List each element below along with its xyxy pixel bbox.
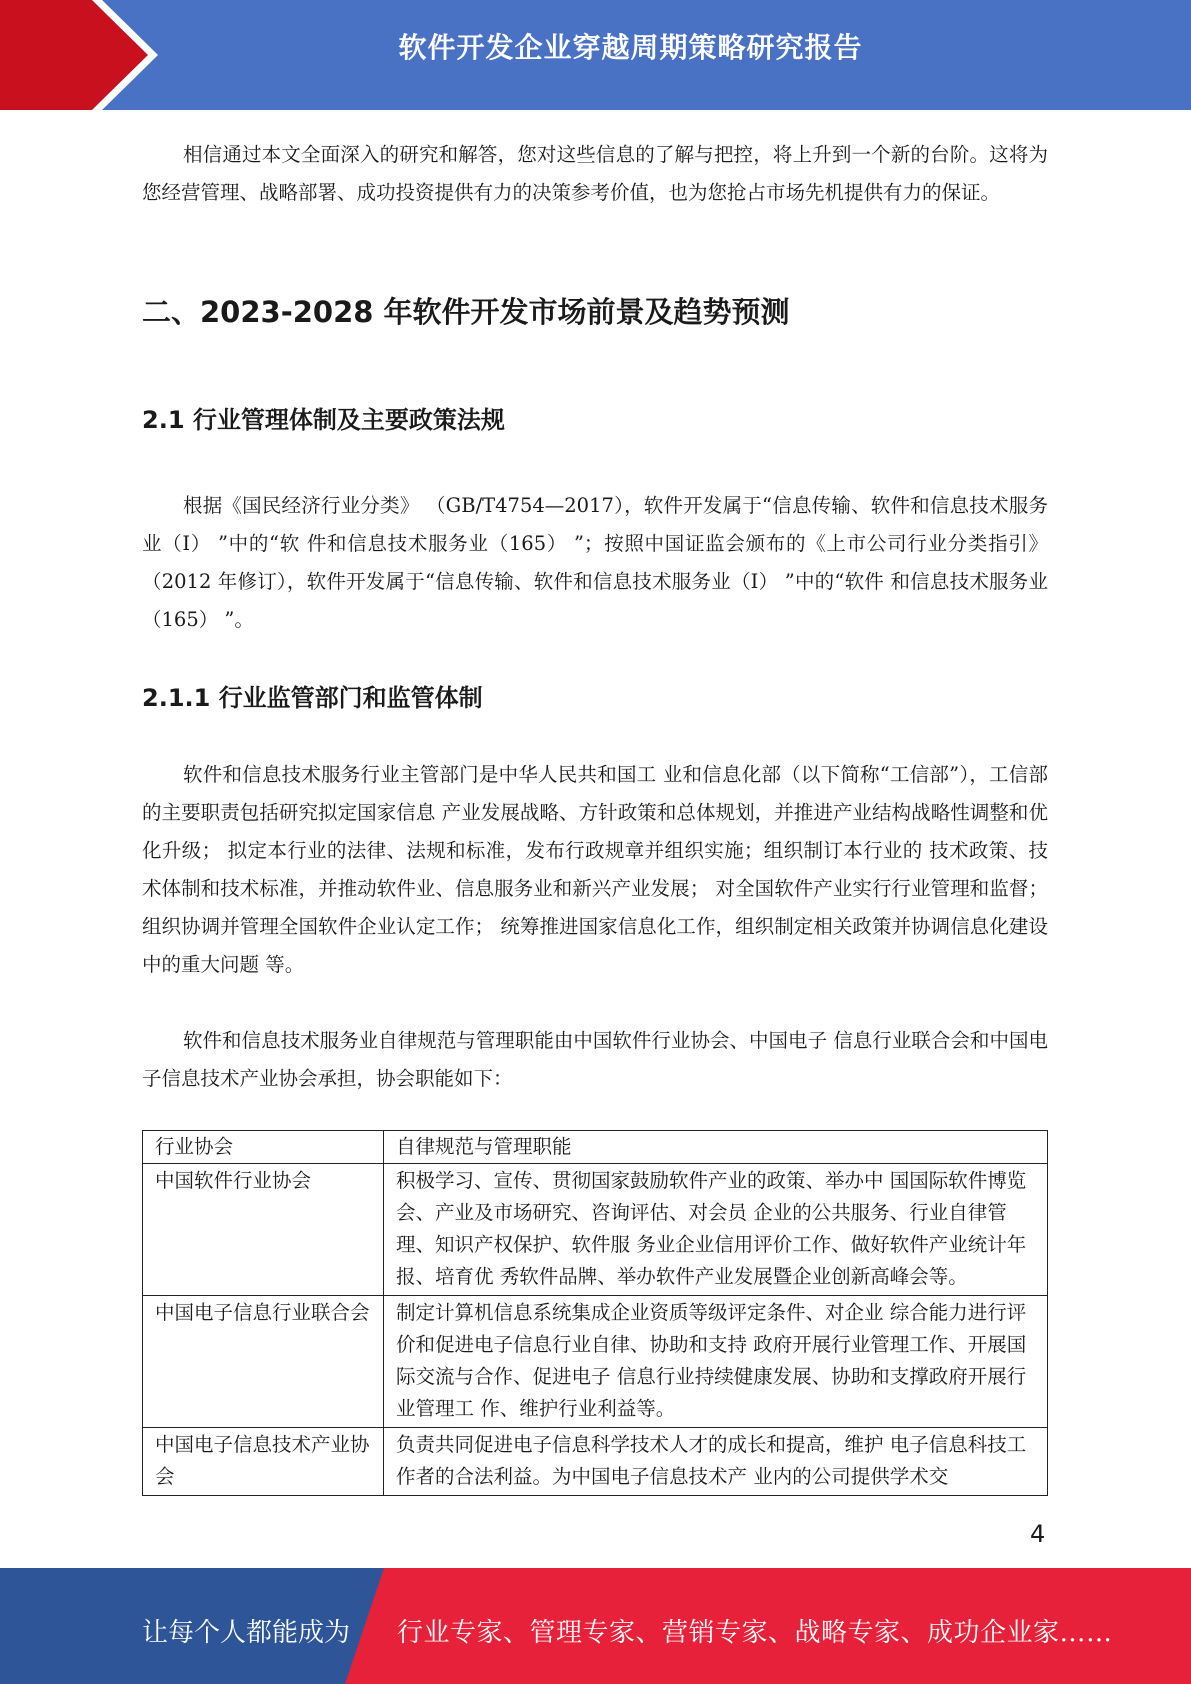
table-header-cell: 自律规范与管理职能 <box>384 1131 1048 1164</box>
table-header-row <box>143 1131 1048 1164</box>
association-duty: 制定计算机信息系统集成企业资质等级评定条件、对企业 综合能力进行评价和促进电子信息行业自律、协助和支持 政府开展行业管理工作、开展国际交流与合作、促进电子 信息行业持续健康发展、协助和支撑政府开展行业管理工 作、维护行业利益等。 <box>384 1296 1048 1428</box>
association-table-wrapper <box>140 1128 1052 1510</box>
page-number: 4 <box>1030 1520 1046 1548</box>
regulator-paragraph: 软件和信息技术服务行业主管部门是中华人民共和国工 业和信息化部（以下简称“工信部”），工信部的主要职责包括研究拟定国家信息 产业发展战略、方针政策和总体规划，并推进产业结构战略性调整和优化升级； 拟定本行业的法律、法规和标准，发布行政规章并组织实施；组织制订本行业的 技术政策、技术体制和技术标准，并推动软件业、信息服务业和新兴产业发展； 对全国软件产业实行行业管理和监督；组织协调并管理全国软件企业认定工作； 统筹推进国家信息化工作，组织制定相关政策并协调信息化建设中的重大问题 等。 <box>142 763 1048 976</box>
table-row <box>143 1164 1048 1296</box>
subsection-paragraph-2-1: 根据《国民经济行业分类》 （GB/T4754—2017），软件开发属于“信息传输、软件和信息技术服务业（I） ”中的“软 件和信息技术服务业（165） ”；按照中国证监会颁布的《上市公司行业分类指引》 （2012 年修订），软件开发属于“信息传输、软件和信息技术服务业（I） ”中的“软件 和信息技术服务业（165） ”。 <box>142 494 1048 631</box>
footer-slogan-right: 行业专家、管理专家、营销专家、战略专家、成功企业家…… <box>397 1618 1113 1648</box>
page-footer <box>0 1568 1191 1684</box>
association-duty: 负责共同促进电子信息科学技术人才的成长和提高，维护 电子信息科技工作者的合法利益。为中国电子信息技术产 业内的公司提供学术交 <box>384 1428 1048 1496</box>
association-name: 中国电子信息技术产业协会 <box>143 1428 384 1496</box>
section-heading: 二、2023-2028 年软件开发市场前景及趋势预测 <box>142 295 790 329</box>
subsection-heading-2-1: 2.1 行业管理体制及主要政策法规 <box>142 406 505 434</box>
table-row <box>143 1428 1048 1496</box>
association-duty: 积极学习、宣传、贯彻国家鼓励软件产业的政策、举办中 国国际软件博览会、产业及市场研究、咨询评估、对会员 企业的公共服务、行业自律管理、知识产权保护、软件服 务业企业信用评价工作、做好软件产业统计年报、培育优 秀软件品牌、举办软件产业发展暨企业创新高峰会等。 <box>384 1164 1048 1296</box>
association-table <box>142 1130 1048 1496</box>
footer-slogan-left: 让每个人都能成为 <box>142 1618 351 1648</box>
page-header <box>0 0 1191 110</box>
report-title: 软件开发企业穿越周期策略研究报告 <box>398 31 863 64</box>
table-header-cell: 行业协会 <box>143 1131 384 1164</box>
association-name: 中国电子信息行业联合会 <box>143 1296 384 1428</box>
association-paragraph: 软件和信息技术服务业自律规范与管理职能由中国软件行业协会、中国电子 信息行业联合会和中国电子信息技术产业协会承担，协会职能如下： <box>142 1029 1048 1090</box>
intro-paragraph: 相信通过本文全面深入的研究和解答，您对这些信息的了解与把控，将上升到一个新的台阶。这将为您经营管理、战略部署、成功投资提供有力的决策参考价值，也为您抢占市场先机提供有力的保证。 <box>142 143 1048 204</box>
association-name: 中国软件行业协会 <box>143 1164 384 1296</box>
table-row <box>143 1296 1048 1428</box>
subsection-heading-2-1-1: 2.1.1 行业监管部门和监管体制 <box>142 684 483 712</box>
